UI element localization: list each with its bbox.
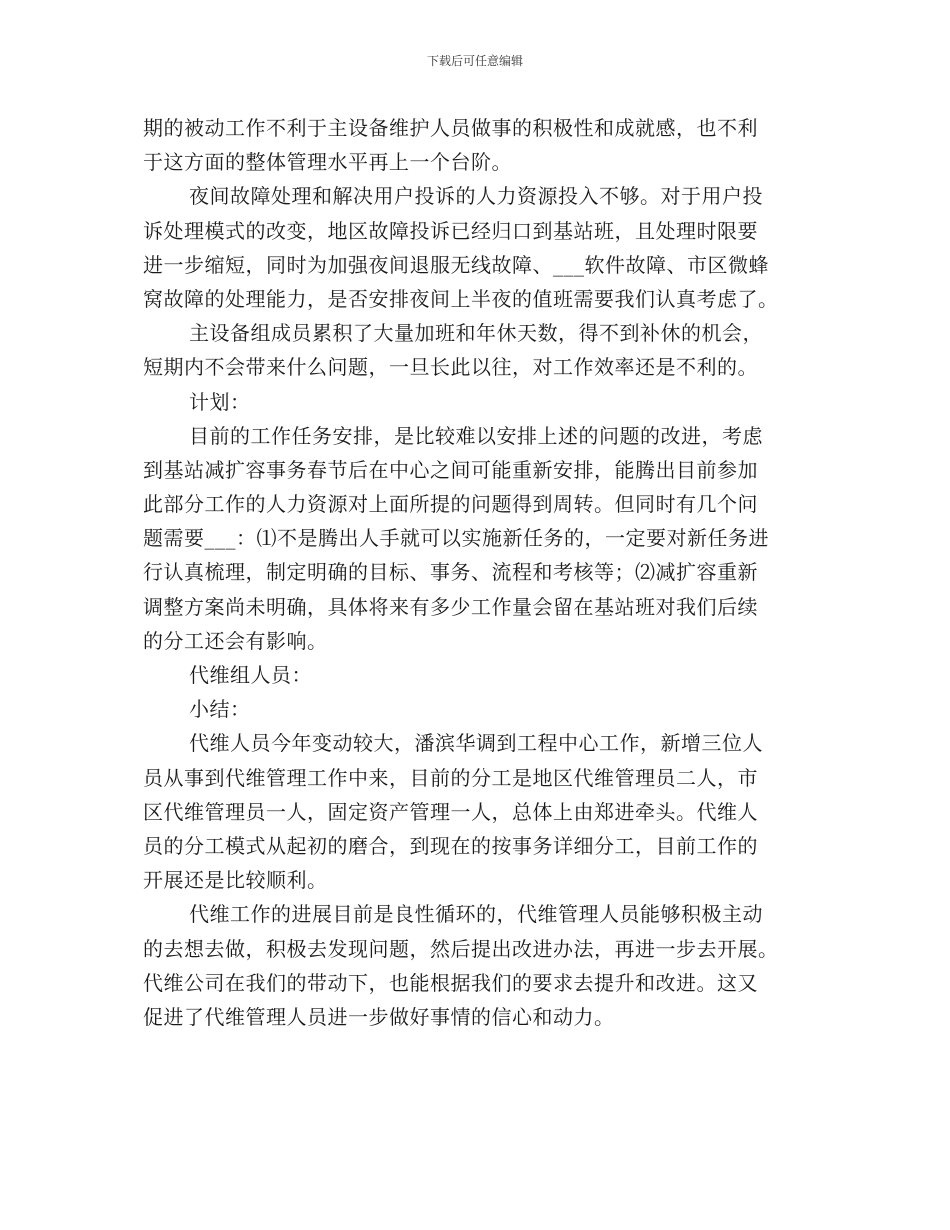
text-line: 行认真梳理，制定明确的目标、事务、流程和考核等；⑵减扩容重新	[143, 560, 758, 585]
page-header: 下载后可任意编辑	[426, 54, 523, 68]
text-line: 此部分工作的人力资源对上面所提的问题得到周转。但同时有几个问	[143, 492, 758, 517]
text-line: 员从事到代维管理工作中来，目前的分工是地区代维管理员二人，市	[143, 765, 758, 790]
text-line: 短期内不会带来什么问题，一旦长此以往，对工作效率还是不利的。	[143, 355, 758, 380]
text-line: 题需要___：⑴不是腾出人手就可以实施新任务的，一定要对新任务进	[143, 526, 769, 551]
document-body	[143, 111, 815, 1034]
text-line: 夜间故障处理和解决用户投诉的人力资源投入不够。对于用户投	[189, 184, 763, 209]
text-line: 的去想去做，积极去发现问题，然后提出改进办法，再进一步去开展。	[143, 936, 779, 961]
text-line: 目前的工作任务安排，是比较难以安排上述的问题的改进，考虑	[189, 423, 763, 448]
text-line: 的分工还会有影响。	[143, 628, 328, 653]
text-line: 开展还是比较顺利。	[143, 868, 328, 893]
text-line: 促进了代维管理人员进一步做好事情的信心和动力。	[143, 1004, 615, 1029]
section-heading: 小结：	[189, 697, 251, 722]
text-line: 代维人员今年变动较大，潘滨华调到工程中心工作，新增三位人	[189, 731, 763, 756]
text-line: 主设备组成员累积了大量加班和年休天数，得不到补休的机会，	[189, 321, 763, 346]
text-line: 区代维管理员一人，固定资产管理一人，总体上由郑进牵头。代维人	[143, 799, 758, 824]
text-line: 窝故障的处理能力，是否安排夜间上半夜的值班需要我们认真考虑了。	[143, 286, 779, 311]
text-line: 进一步缩短，同时为加强夜间退服无线故障、___软件故障、市区微蜂	[143, 252, 769, 277]
text-line: 于这方面的整体管理水平再上一个台阶。	[143, 150, 512, 175]
text-line: 诉处理模式的改变，地区故障投诉已经归口到基站班，且处理时限要	[143, 218, 758, 243]
text-line: 员的分工模式从起初的磨合，到现在的按事务详细分工，目前工作的	[143, 833, 758, 858]
text-line: 代维公司在我们的带动下，也能根据我们的要求去提升和改进。这又	[143, 970, 758, 995]
section-heading: 计划：	[189, 389, 251, 414]
text-line: 代维工作的进展目前是良性循环的，代维管理人员能够积极主动	[189, 902, 763, 927]
section-heading: 代维组人员：	[189, 663, 312, 687]
text-line: 到基站减扩容事务春节后在中心之间可能重新安排，能腾出目前参加	[143, 457, 758, 482]
text-line: 期的被动工作不利于主设备维护人员做事的积极性和成就感，也不利	[143, 116, 758, 140]
text-line: 调整方案尚未明确，具体将来有多少工作量会留在基站班对我们后续	[143, 594, 758, 619]
